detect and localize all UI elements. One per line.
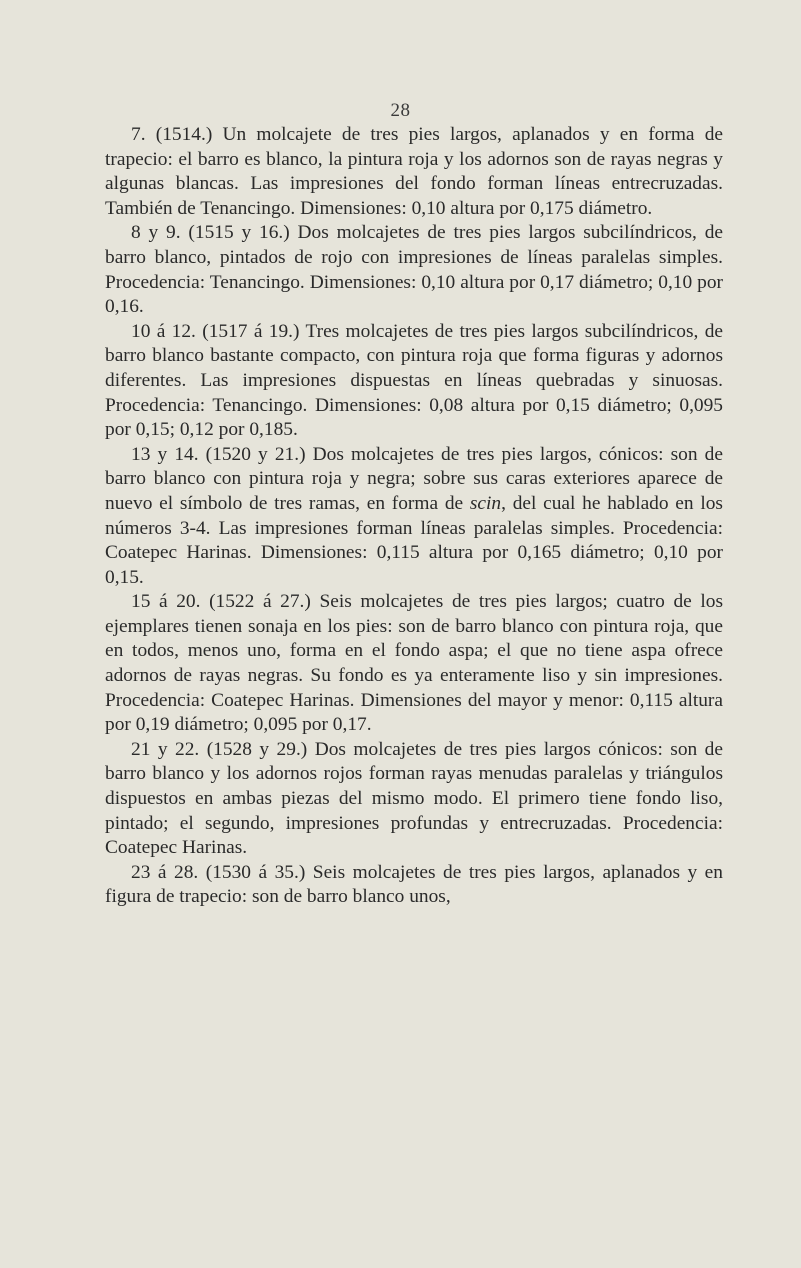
paragraph-items-15-20: 15 á 20. (1522 á 27.) Seis molcajetes de tres pies largos; cuatro de los ejemplares tienen sonaja en los pies: son de barro blanco con pintura roja, que en todos, menos uno, forma en el fondo aspa; el que no tiene aspa ofrece adornos de rayas negras. Su fondo es ya enteramente liso y sin impresiones. Procedencia: Coatepec Harinas. Dimensiones del mayor y menor: 0,115 altura por 0,19 diámetro; 0,095 por 0,17. bbox=[105, 591, 723, 736]
paragraph-items-23-28: 23 á 28. (1530 á 35.) Seis molcajetes de tres pies largos, aplanados y en figura de trapecio: son de barro blanco unos, bbox=[105, 861, 723, 908]
italic-term: scin bbox=[469, 492, 502, 514]
page-number: 28 bbox=[390, 100, 411, 121]
paragraph-text-after: , del cual he hablado en los números 3-4. Las impresiones forman líneas paralelas simples. Procedencia: Coatepec Harinas. Dimensiones: 0,115 altura por 0,165 diámetro; 0,10 por 0,15. bbox=[105, 492, 723, 588]
paragraph-items-21-22: 21 y 22. (1528 y 29.) Dos molcajetes de tres pies largos cónicos: son de barro blanco y los adornos rojos forman rayas menudas paralelas y triángulos dispuestos en ambas piezas del mismo modo. El primero tiene fondo liso, pintado; el segundo, impresiones profundas y entrecruzadas. Procedencia: Coatepec Harinas. bbox=[105, 738, 723, 859]
paragraph-item-7: 7. (1514.) Un molcajete de tres pies largos, aplanados y en forma de trapecio: el barro es blanco, la pintura roja y los adornos son de rayas negras y algunas blancas. Las impresiones del fondo forman líneas entrecruzadas. También de Tenancingo. Dimensiones: 0,10 altura por 0,175 diámetro. bbox=[105, 124, 723, 219]
body-text bbox=[105, 123, 723, 910]
paragraph-text-before: 13 y 14. (1520 y 21.) Dos molcajetes de tres pies largos, cónicos: son de barro blanco con pintura roja y negra; sobre sus caras exteriores aparece de nuevo el símbolo de tres ramas, en forma de bbox=[105, 443, 723, 514]
paragraph-items-10-12: 10 á 12. (1517 á 19.) Tres molcajetes de tres pies largos subcilíndricos, de barro blanco bastante compacto, con pintura roja que forma figuras y adornos diferentes. Las impresiones dispuestas en líneas quebradas y sinuosas. Procedencia: Tenancingo. Dimensiones: 0,08 altura por 0,15 diámetro; 0,095 por 0,15; 0,12 por 0,185. bbox=[105, 320, 723, 441]
paragraph-items-13-14 bbox=[105, 443, 723, 591]
paragraph-items-8-9: 8 y 9. (1515 y 16.) Dos molcajetes de tres pies largos subcilíndricos, de barro blanco, pintados de rojo con impresiones de líneas paralelas simples. Procedencia: Tenancingo. Dimensiones: 0,10 altura por 0,17 diámetro; 0,10 por 0,16. bbox=[105, 222, 723, 318]
